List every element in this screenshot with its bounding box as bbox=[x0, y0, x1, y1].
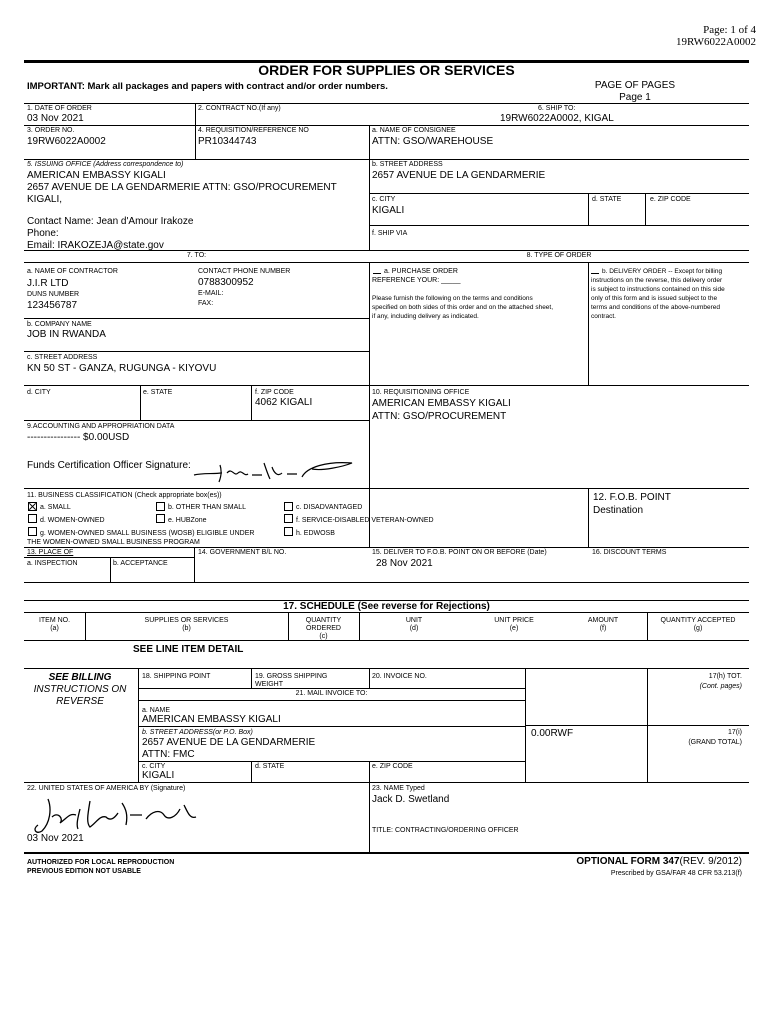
funds-officer-signature bbox=[192, 455, 357, 485]
invoice-no-label: 20. INVOICE NO. bbox=[372, 673, 427, 680]
grand-total-label-2: (GRAND TOTAL) bbox=[688, 739, 742, 746]
type-of-order-label: 8. TYPE OF ORDER bbox=[526, 252, 592, 259]
billing-line2: INSTRUCTIONS ON bbox=[33, 684, 127, 695]
rule bbox=[525, 725, 749, 726]
ship-to-label: 6. SHIP TO: bbox=[538, 105, 576, 112]
col-supplies-sub: (b) bbox=[182, 625, 191, 632]
ship-city-label: c. CITY bbox=[372, 196, 396, 203]
requisition-no-value: PR10344743 bbox=[198, 136, 257, 147]
contact-email: Email: IRAKOZEJA@state.gov bbox=[27, 240, 164, 251]
rule bbox=[138, 668, 139, 782]
col-quantity-accepted: QUANTITY ACCEPTED bbox=[660, 617, 736, 624]
edwosb-label: h. EDWOSB bbox=[296, 530, 335, 537]
typed-name-value: Jack D. Swetland bbox=[372, 794, 450, 805]
requisitioning-office-line2: ATTN: GSO/PROCUREMENT bbox=[372, 411, 507, 422]
mail-invoice-label: 21. MAIL INVOICE TO: bbox=[295, 690, 368, 697]
inspection-label: a. INSPECTION bbox=[27, 560, 78, 567]
contractor-name-value: J.I.R LTD bbox=[27, 278, 69, 289]
gov-bl-label: 14. GOVERNMENT B/L NO. bbox=[198, 549, 287, 556]
small-label: a. SMALL bbox=[40, 504, 71, 511]
rule bbox=[24, 385, 749, 386]
delivery-order-label: b. DELIVERY ORDER -- Except for billing bbox=[602, 268, 723, 275]
gross-weight-label-2: WEIGHT bbox=[255, 681, 283, 688]
purchase-order-ref: REFERENCE YOUR: _____ bbox=[372, 277, 461, 284]
contact-phone: Phone: bbox=[27, 228, 59, 239]
mail-city-label: c. CITY bbox=[142, 763, 166, 770]
rule bbox=[24, 159, 749, 160]
rule bbox=[24, 488, 749, 489]
business-classification-label: 11. BUSINESS CLASSIFICATION (Check appropriate box(es)) bbox=[27, 492, 222, 499]
accounting-label: 9.ACCOUNTING AND APPROPRIATION DATA bbox=[27, 423, 175, 430]
company-name-label: b. COMPANY NAME bbox=[27, 321, 92, 328]
footer-reproduction: AUTHORIZED FOR LOCAL REPRODUCTION bbox=[27, 859, 175, 866]
contractor-name-label: a. NAME OF CONTRACTOR bbox=[27, 268, 118, 275]
rule bbox=[24, 582, 749, 583]
rule bbox=[138, 761, 525, 762]
rule bbox=[24, 557, 194, 558]
street-address-label: b. STREET ADDRESS bbox=[372, 161, 443, 168]
typed-name-label: 23. NAME Typed bbox=[372, 785, 425, 792]
consignee-label: a. NAME OF CONSIGNEE bbox=[372, 127, 456, 134]
total-cont-label-2: (Cont. pages) bbox=[699, 683, 742, 690]
amount-total-value: 0.00RWF bbox=[531, 728, 574, 739]
signature-date: 03 Nov 2021 bbox=[27, 833, 84, 844]
page-of-pages-label: PAGE OF PAGES bbox=[594, 80, 676, 91]
rule bbox=[138, 700, 525, 701]
rule bbox=[195, 103, 196, 159]
col-unit-price-sub: (e) bbox=[509, 625, 519, 632]
consignee-value: ATTN: GSO/WAREHOUSE bbox=[372, 136, 494, 147]
delivery-order-text4: terms and conditions of the above-numbered bbox=[591, 304, 720, 311]
col-amount-sub: (f) bbox=[599, 625, 607, 632]
rule bbox=[369, 262, 370, 547]
mail-name-label: a. NAME bbox=[142, 707, 171, 714]
rule bbox=[138, 726, 525, 727]
form-number-bold: OPTIONAL FORM 347 bbox=[576, 856, 680, 867]
ship-to-value: 19RW6022A0002, KIGAL bbox=[500, 113, 614, 124]
mail-city-value: KIGALI bbox=[142, 770, 175, 781]
delivery-order-text1: instructions on the reverse, this delivery order bbox=[591, 277, 723, 284]
form-revision: (REV. 9/2012) bbox=[679, 856, 742, 867]
purchase-order-label: a. PURCHASE ORDER bbox=[384, 268, 458, 275]
col-quantity-sub: (c) bbox=[319, 633, 328, 640]
issuing-office-line1: AMERICAN EMBASSY KIGALI bbox=[27, 170, 166, 181]
other-than-small-label: b. OTHER THAN SMALL bbox=[168, 504, 247, 511]
shipping-point-label: 18. SHIPPING POINT bbox=[142, 673, 211, 680]
disadvantaged-checkbox[interactable] bbox=[284, 502, 293, 511]
mail-street-value: 2657 AVENUE DE LA GENDARMERIE bbox=[142, 737, 316, 748]
col-unit-sub: (d) bbox=[409, 625, 419, 632]
other-than-small-checkbox[interactable] bbox=[156, 502, 165, 511]
wosb-label: g. WOMEN-OWNED SMALL BUSINESS (WOSB) ELIGIBLE UNDER bbox=[40, 530, 255, 537]
duns-value: 123456787 bbox=[27, 300, 78, 311]
page-of-pages-value: Page 1 bbox=[619, 92, 651, 103]
rule bbox=[24, 250, 749, 251]
rule bbox=[369, 193, 749, 194]
col-item-no: ITEM NO. bbox=[38, 617, 71, 624]
rule bbox=[140, 385, 141, 420]
contractor-city-label: d. CITY bbox=[27, 389, 51, 396]
rule bbox=[369, 761, 370, 782]
rule bbox=[24, 125, 749, 126]
mail-name-value: AMERICAN EMBASSY KIGALI bbox=[142, 714, 281, 725]
purchase-order-text3: if any, including delivery as indicated. bbox=[372, 313, 479, 320]
rule bbox=[369, 225, 749, 226]
rule bbox=[24, 262, 749, 263]
rule bbox=[194, 547, 195, 582]
contact-name: Contact Name: Jean d'Amour Irakoze bbox=[27, 216, 194, 227]
contractor-zip-label: f. ZIP CODE bbox=[255, 389, 294, 396]
requisition-no-label: 4. REQUISITION/REFERENCE NO bbox=[198, 127, 309, 134]
fax-label: FAX: bbox=[198, 300, 214, 307]
acceptance-label: b. ACCEPTANCE bbox=[113, 560, 168, 567]
date-of-order-value: 03 Nov 2021 bbox=[27, 113, 84, 124]
to-label: 7. TO: bbox=[186, 252, 207, 259]
service-disabled-label: f. SERVICE-DISABLED VETERAN-OWNED bbox=[296, 517, 434, 524]
schedule-title: 17. SCHEDULE (See reverse for Rejections) bbox=[283, 601, 490, 612]
women-owned-checkbox[interactable] bbox=[28, 514, 37, 523]
delivery-order-text5: contract. bbox=[591, 313, 616, 320]
issuing-office-line3: KIGALI, bbox=[27, 194, 63, 205]
deliver-by-label: 15. DELIVER TO F.O.B. POINT ON OR BEFORE (Date) bbox=[372, 549, 547, 556]
rule bbox=[24, 420, 369, 421]
line-item-detail: SEE LINE ITEM DETAIL bbox=[133, 644, 244, 655]
col-unit-price: UNIT PRICE bbox=[494, 617, 534, 624]
prescribed-by: Prescribed by GSA/FAR 48 CFR 53.213(f) bbox=[610, 870, 742, 877]
order-no-label: 3. ORDER NO. bbox=[27, 127, 75, 134]
purchase-order-text2: specified on both sides of this order and on the attached sheet, bbox=[372, 304, 554, 311]
ship-city-value: KIGALI bbox=[372, 205, 405, 216]
hubzone-label: e. HUBZone bbox=[168, 517, 207, 524]
ship-zip-label: e. ZIP CODE bbox=[650, 196, 691, 203]
contractor-zip-value: 4062 KIGALI bbox=[255, 397, 313, 408]
place-of-label: 13. PLACE OF bbox=[27, 549, 74, 556]
disadvantaged-label: c. DISADVANTAGED bbox=[296, 504, 363, 511]
rule bbox=[251, 761, 252, 782]
duns-label: DUNS NUMBER bbox=[27, 291, 80, 298]
col-quantity: QUANTITY bbox=[305, 617, 342, 624]
contractor-street-label: c. STREET ADDRESS bbox=[27, 354, 98, 361]
requisitioning-office-label: 10. REQUISITIONING OFFICE bbox=[372, 389, 470, 396]
delivery-order-text2: is subject to instructions contained on this side bbox=[591, 286, 725, 293]
gross-weight-label: 19. GROSS SHIPPING bbox=[255, 673, 328, 680]
rule bbox=[588, 262, 589, 385]
order-no-value: 19RW6022A0002 bbox=[27, 136, 106, 147]
rule bbox=[24, 668, 749, 669]
email-label: E-MAIL: bbox=[198, 290, 224, 297]
rule bbox=[24, 103, 749, 104]
ship-state-label: d. STATE bbox=[592, 196, 622, 203]
rule bbox=[24, 612, 749, 613]
document-number: 19RW6022A0002 bbox=[675, 36, 756, 48]
mail-street-value-2: ATTN: FMC bbox=[142, 749, 195, 760]
form-title: ORDER FOR SUPPLIES OR SERVICES bbox=[258, 62, 515, 78]
contractor-state-label: e. STATE bbox=[143, 389, 173, 396]
fob-point-value: Destination bbox=[593, 505, 644, 516]
rule bbox=[251, 668, 252, 688]
rule bbox=[24, 318, 369, 319]
delivery-order-text3: only of this form and is issued subject to the bbox=[591, 295, 718, 302]
discount-terms-label: 16. DISCOUNT TERMS bbox=[592, 549, 667, 556]
hubzone-checkbox[interactable] bbox=[156, 514, 165, 523]
ship-via-label: f. SHIP VIA bbox=[372, 230, 408, 237]
total-cont-label: 17(h) TOT. bbox=[708, 673, 742, 680]
contractor-street-value: KN 50 ST - GANZA, RUGUNGA - KIYOVU bbox=[27, 363, 217, 374]
billing-line1: SEE BILLING bbox=[48, 672, 112, 683]
deliver-by-value: 28 Nov 2021 bbox=[376, 558, 433, 569]
rule bbox=[24, 351, 369, 352]
purchase-order-blank bbox=[373, 264, 381, 274]
delivery-order-blank bbox=[591, 264, 599, 274]
grand-total-label: 17(i) bbox=[727, 729, 742, 736]
col-quantity-accepted-sub: (g) bbox=[693, 625, 703, 632]
rule bbox=[588, 488, 589, 547]
important-notice: IMPORTANT: Mark all packages and papers with contract and/or order numbers. bbox=[27, 81, 388, 92]
rule bbox=[369, 668, 370, 688]
contract-no-label: 2. CONTRACT NO.(If any) bbox=[198, 105, 281, 112]
funds-signature-label: Funds Certification Officer Signature: bbox=[27, 460, 191, 471]
col-unit: UNIT bbox=[405, 617, 423, 624]
rule bbox=[138, 688, 525, 689]
col-quantity-2: ORDERED bbox=[305, 625, 341, 632]
date-of-order-label: 1. DATE OF ORDER bbox=[27, 105, 92, 112]
contact-phone-label: CONTACT PHONE NUMBER bbox=[198, 268, 291, 275]
rule bbox=[24, 547, 749, 548]
accounting-value: ---------------- $0.00USD bbox=[27, 432, 130, 443]
fob-point-label: 12. F.O.B. POINT bbox=[593, 492, 671, 503]
rule bbox=[369, 125, 370, 250]
mail-state-label: d. STATE bbox=[255, 763, 285, 770]
purchase-order-text1: Please furnish the following on the terms and conditions bbox=[372, 295, 533, 302]
service-disabled-checkbox[interactable] bbox=[284, 514, 293, 523]
footer-previous-edition: PREVIOUS EDITION NOT USABLE bbox=[27, 868, 141, 875]
col-amount: AMOUNT bbox=[587, 617, 619, 624]
mail-street-label: b. STREET ADDRESS(or P.O. Box) bbox=[142, 729, 253, 736]
col-item-no-sub: (a) bbox=[50, 625, 59, 632]
company-name-value: JOB IN RWANDA bbox=[27, 329, 106, 340]
mail-zip-label: e. ZIP CODE bbox=[372, 763, 413, 770]
contracting-officer-signature bbox=[30, 795, 205, 837]
rule bbox=[110, 557, 111, 582]
small-checkbox[interactable] bbox=[28, 502, 37, 511]
rule bbox=[24, 782, 749, 783]
issuing-office-line2: 2657 AVENUE DE LA GENDARMERIE ATTN: GSO/PROCUREMENT bbox=[27, 182, 337, 193]
page-count: Page: 1 of 4 bbox=[703, 24, 756, 36]
billing-line3: REVERSE bbox=[56, 696, 104, 707]
edwosb-checkbox[interactable] bbox=[284, 527, 293, 536]
rule bbox=[588, 193, 589, 225]
bottom-thick-rule bbox=[24, 852, 749, 854]
street-address-value: 2657 AVENUE DE LA GENDARMERIE bbox=[372, 170, 546, 181]
wosb-checkbox[interactable] bbox=[28, 527, 37, 536]
rule bbox=[645, 193, 646, 225]
us-signature-label: 22. UNITED STATES OF AMERICA BY (Signature) bbox=[27, 785, 186, 792]
contact-phone-value: 0788300952 bbox=[198, 277, 254, 288]
requisitioning-office-line1: AMERICAN EMBASSY KIGALI bbox=[372, 398, 511, 409]
officer-title: TITLE: CONTRACTING/ORDERING OFFICER bbox=[372, 827, 519, 834]
rule bbox=[24, 640, 749, 641]
wosb-label-line2: THE WOMEN-OWNED SMALL BUSINESS PROGRAM bbox=[27, 539, 200, 546]
women-owned-label: d. WOMEN-OWNED bbox=[40, 517, 105, 524]
col-supplies: SUPPLIES OR SERVICES bbox=[144, 617, 229, 624]
form-number bbox=[576, 856, 742, 867]
issuing-office-label: 5. ISSUING OFFICE (Address correspondence to) bbox=[27, 161, 184, 168]
rule bbox=[369, 782, 370, 852]
rule bbox=[251, 385, 252, 420]
